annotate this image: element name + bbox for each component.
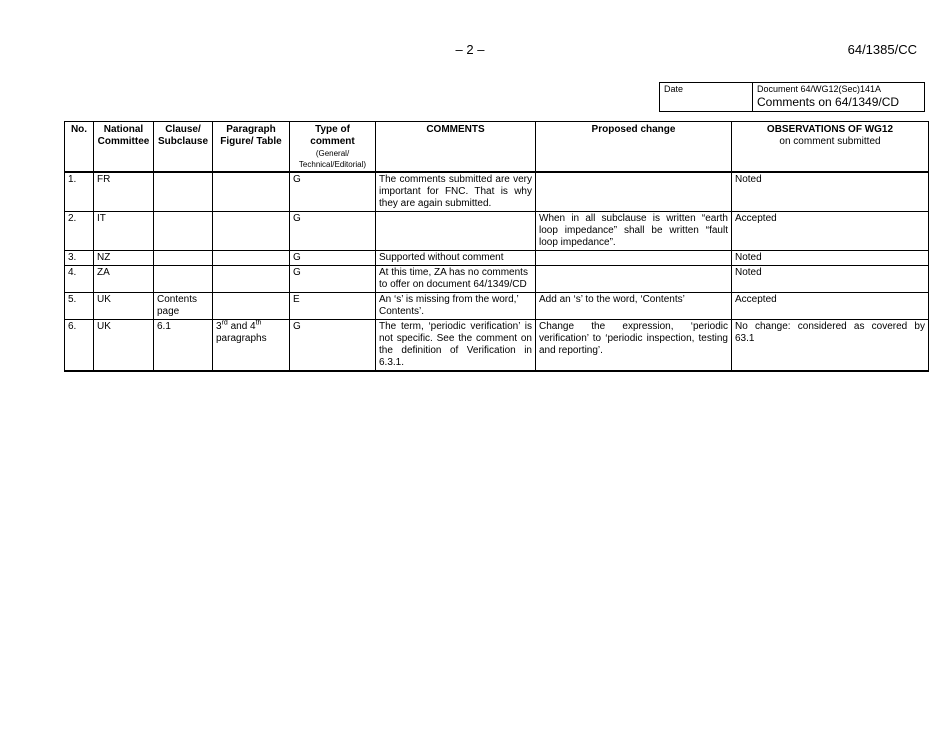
document-cell [753,83,925,112]
cell-no: 3. [65,251,94,266]
header-type-sub: (General/ Technical/Editorial) [298,149,367,169]
table-row [65,320,929,372]
cell-comments: At this time, ZA has no comments to offer on document 64/1349/CD [376,266,536,293]
page-number: – 2 – [455,42,485,57]
cell-national-committee: FR [94,172,154,212]
table-row [65,172,929,212]
cell-type: G [290,251,376,266]
cell-clause [154,266,213,293]
cell-proposed-change [536,251,732,266]
header-no: No. [65,122,94,173]
document-info-box [659,82,925,112]
cell-observations: Accepted [732,293,929,320]
cell-national-committee: UK [94,293,154,320]
cell-clause: 6.1 [154,320,213,372]
date-cell [660,83,753,112]
paragraph-word: paragraphs [216,333,267,344]
date-label: Date [664,84,684,94]
cell-type: G [290,266,376,293]
cell-proposed-change [536,172,732,212]
cell-clause [154,172,213,212]
cell-paragraph [213,266,290,293]
cell-paragraph [213,172,290,212]
cell-observations: Noted [732,251,929,266]
cell-paragraph [213,212,290,251]
table-row [65,266,929,293]
cell-type: G [290,320,376,372]
cell-comments [376,212,536,251]
cell-observations: Noted [732,266,929,293]
header-type-label: Type of comment [310,124,355,147]
cell-national-committee: UK [94,320,154,372]
cell-type: G [290,172,376,212]
table-header-row [65,122,929,173]
cell-proposed-change: Add an ‘s’ to the word, ‘Contents’ [536,293,732,320]
table-row [65,212,929,251]
cell-proposed-change: When in all subclause is written “earth loop impedance” shall be written “fault loop impedance”. [536,212,732,251]
cell-national-committee: ZA [94,266,154,293]
cell-proposed-change: Change the expression, ‘periodic verification’ to ‘periodic inspection, testing and reporting’. [536,320,732,372]
header-observations [732,122,929,173]
cell-no: 4. [65,266,94,293]
table-row [65,251,929,266]
cell-paragraph [213,320,290,372]
header-type [290,122,376,173]
paragraph-number: 3 [216,321,222,332]
cell-paragraph [213,293,290,320]
cell-paragraph [213,251,290,266]
header-national-committee: National Committee [94,122,154,173]
cell-type: G [290,212,376,251]
cell-national-committee: IT [94,212,154,251]
header-comments: COMMENTS [376,122,536,173]
cell-no: 6. [65,320,94,372]
paragraph-suffix: rd [221,319,228,327]
table-row [65,293,929,320]
document-reference: 64/1385/CC [847,42,917,57]
cell-no: 5. [65,293,94,320]
header-paragraph: Paragraph Figure/ Table [213,122,290,173]
cell-comments: Supported without comment [376,251,536,266]
cell-comments: The term, ‘periodic verification’ is not specific. See the comment on the definition of Verification in 6.3.1. [376,320,536,372]
cell-observations: Accepted [732,212,929,251]
paragraph-suffix: th [255,319,262,327]
cell-no: 1. [65,172,94,212]
cell-observations: No change: considered as covered by 63.1 [732,320,929,372]
cell-national-committee: NZ [94,251,154,266]
cell-type: E [290,293,376,320]
document-label: Document 64/WG12(Sec)141A [757,84,882,94]
cell-comments: The comments submitted are very important for FNC. That is why they are again submitted. [376,172,536,212]
paragraph-and: and 4 [227,321,256,332]
header-proposed-change: Proposed change [536,122,732,173]
cell-clause [154,251,213,266]
header-observations-label: OBSERVATIONS OF WG12 [766,124,894,135]
cell-comments: An ‘s’ is missing from the word,’ Contents’. [376,293,536,320]
header-observations-sub: on comment submitted [779,136,881,147]
header-clause: Clause/ Subclause [154,122,213,173]
cell-clause: Contents page [154,293,213,320]
comments-table [64,121,929,372]
cell-no: 2. [65,212,94,251]
cell-proposed-change [536,266,732,293]
comments-on-label: Comments on 64/1349/CD [757,95,900,109]
cell-clause [154,212,213,251]
cell-observations: Noted [732,172,929,212]
